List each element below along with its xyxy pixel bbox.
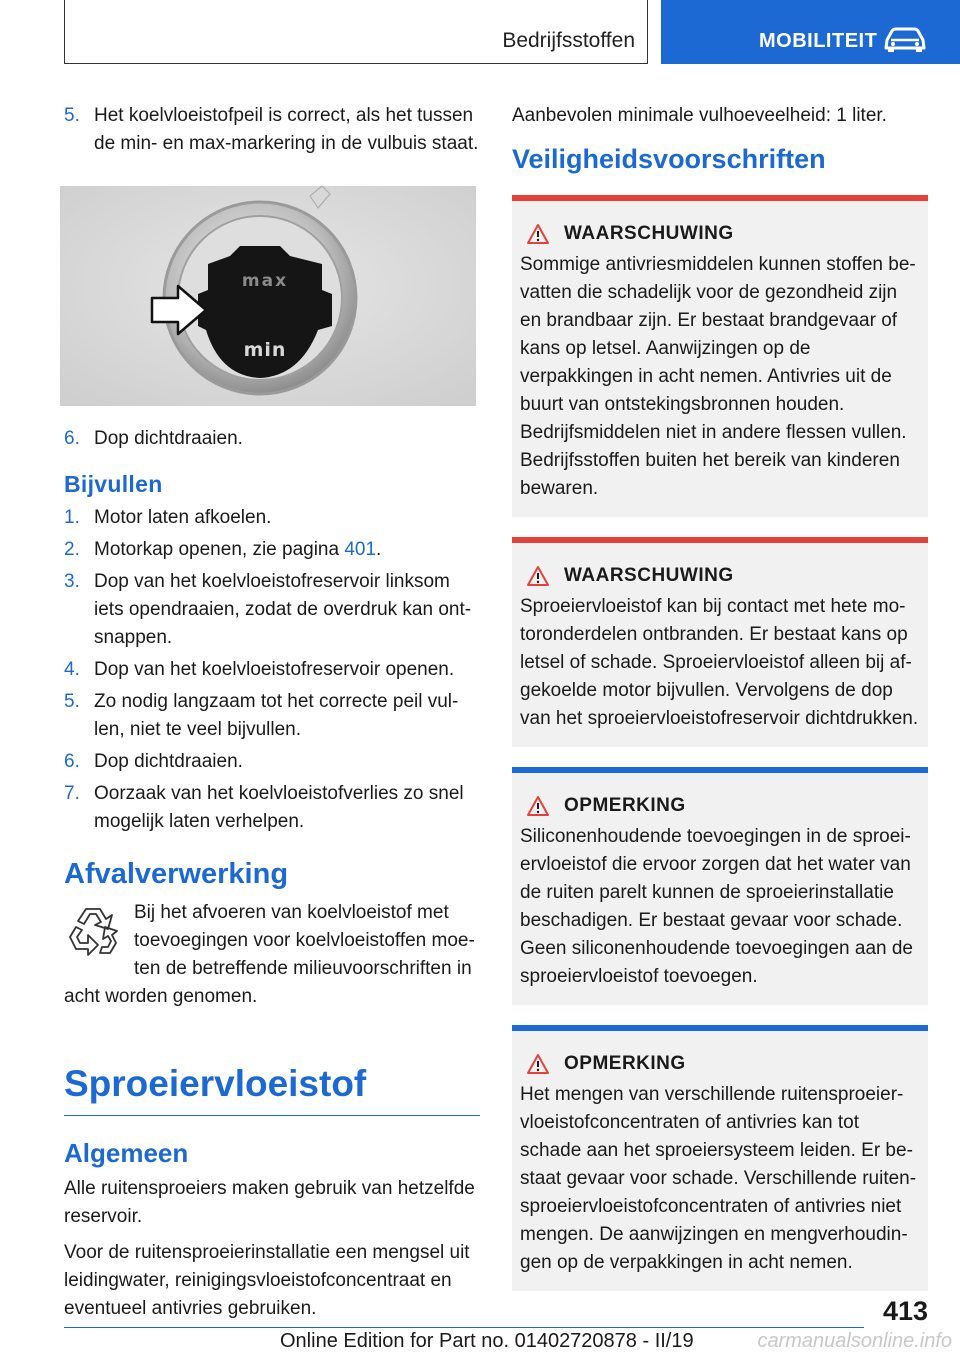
step-number: 7. [64,783,80,804]
car-icon [883,26,927,52]
notice-text: Het mengen van verschillende ruitensproeiervloeistofconcentraten of antivries kan tot schade aan het sproeiersysteem leiden. Er bestaat gevaar voor schade. Verschillende ruitensproeiervloeistofconcentraten of antivries niet mengen. De aanwijzingen en mengverhoudingen op de verpakkingen in acht nemen. [520,1084,917,1273]
step-text: Dop dichtdraaien. [94,428,243,449]
right-column [512,102,928,1311]
notice-box-title [520,1053,920,1075]
step-text-after-link: . [376,539,382,560]
min-label: min [243,339,287,361]
notice-box [512,1025,928,1291]
step-text: Oorzaak van het koelvloeistofverlies zo snel mogelijk laten verhelpen. [94,783,464,832]
warning-box-title [520,565,920,587]
warning-triangle-icon [526,795,550,817]
recycle-icon [68,903,118,957]
step-text: Dop dichtdraaien. [94,751,243,772]
notice-box-title [520,795,920,817]
page-number: 413 [882,1296,928,1326]
max-label: max [241,271,289,291]
list-item [64,656,480,684]
washer-fluid-heading: Sproeiervloeistof [64,1063,480,1116]
safety-heading: Veiligheidsvoorschriften [512,144,826,174]
notice-title-text: OPMERKING [564,795,686,816]
header-section-box [64,0,648,64]
disposal-text: Bij het afvoeren van koelvloeistof met toevoegingen voor koelvloeistoffen moeten de betreffende milieuvoorschriften in acht worden genomen. [64,902,475,1007]
list-item [64,425,480,453]
notice-title-text: OPMERKING [564,1053,686,1074]
warning-box [512,195,928,517]
step-number: 6. [64,428,80,449]
warning-text: Sommige antivriesmiddelen kunnen stoffen bevatten die schadelijk voor de gezondheid zijn en brandbaar zijn. Er bestaat brandgevaar of kans op letsel. Aanwijzingen op de verpakkingen in acht nemen. Antivries uit de buurt van ontstekingsbronnen houden. Bedrijfsmiddelen niet in andere flessen vullen. Bedrijfsstoffen buiten het bereik van kinderen bewaren. [520,254,916,499]
header-chapter-title: MOBILITEIT [759,30,878,52]
step-text-before-link: Motorkap openen, zie pagina [94,539,345,560]
warning-triangle-icon [526,1053,550,1075]
list-item [64,102,480,158]
warning-triangle-icon [526,223,550,245]
step-number: 2. [64,539,80,560]
warning-title-text: WAARSCHUWING [564,565,734,586]
disposal-block [64,899,480,1019]
page-link-401[interactable]: 401 [344,539,377,560]
general-heading: Algemeen [64,1138,189,1168]
step-text: Zo nodig langzaam tot het correcte peil vullen, niet te veel bijvullen. [94,691,459,740]
step-number: 1. [64,507,80,528]
step-text: Dop van het koelvloeistofreservoir linksom iets opendraaien, zodat de overdruk kan ontsnappen. [94,571,472,648]
warning-box-title [520,223,920,245]
step-text: Motor laten afkoelen. [94,507,272,528]
list-item [64,536,480,564]
list-item [64,504,480,532]
step-number: 5. [64,691,80,712]
warning-text: Sproeiervloeistof kan bij contact met hete motoronderdelen ontbranden. Er bestaat kans op letsel of schade. Sproeiervloeistof alleen bij afgekoelde motor bijvullen. Vervolgens de dop van het sproeiervloeistofreservoir dichtdrukken. [520,596,919,729]
warning-triangle-icon [526,565,550,587]
list-item [64,780,480,836]
warning-box [512,537,928,747]
warning-title-text: WAARSCHUWING [564,223,734,244]
fill-amount-text: Aanbevolen minimale vulhoeveelheid: 1 liter. [512,105,887,126]
left-column [64,102,480,1331]
step-number: 5. [64,105,80,126]
step-number: 3. [64,571,80,592]
notice-text: Siliconenhoudende toevoegingen in de sproeiervloeistof die ervoor zorgen dat het water van de ruiten parelt kunnen de sproeierinstallatie beschadigen. Er bestaat gevaar voor schade. Geen siliconenhoudende toevoegingen aan de sproeiervloeistof toevoegen. [520,826,913,987]
disposal-heading: Afvalverwerking [64,858,289,890]
list-item [64,568,480,652]
notice-box [512,767,928,1005]
step-text: Dop van het koelvloeistofreservoir openen. [94,659,455,680]
list-item [64,748,480,776]
header-chapter-box[interactable] [661,0,960,64]
footer-edition: Online Edition for Part no. 01402720878 - II/19 [280,1330,694,1352]
coolant-cap-photo [60,186,476,406]
refill-heading: Bijvullen [64,471,163,497]
footer-divider [64,1327,864,1328]
step-text [94,536,480,564]
step-number: 4. [64,659,80,680]
header-section-title: Bedrijfsstoffen [502,29,635,52]
general-paragraph: Voor de ruitensproeierinstallatie een mengsel uit leidingwater, reinigingsvloeistofconcentraat en eventueel antivries gebruiken. [64,1242,470,1319]
footer-watermark: carmanualsonline.info [757,1330,952,1352]
step-number: 6. [64,751,80,772]
step-text: Het koelvloeistofpeil is correct, als het tussen de min- en max-markering in de vulbuis staat. [94,105,479,154]
general-paragraph: Alle ruitensproeiers maken gebruik van hetzelfde reservoir. [64,1178,475,1227]
list-item [64,688,480,744]
